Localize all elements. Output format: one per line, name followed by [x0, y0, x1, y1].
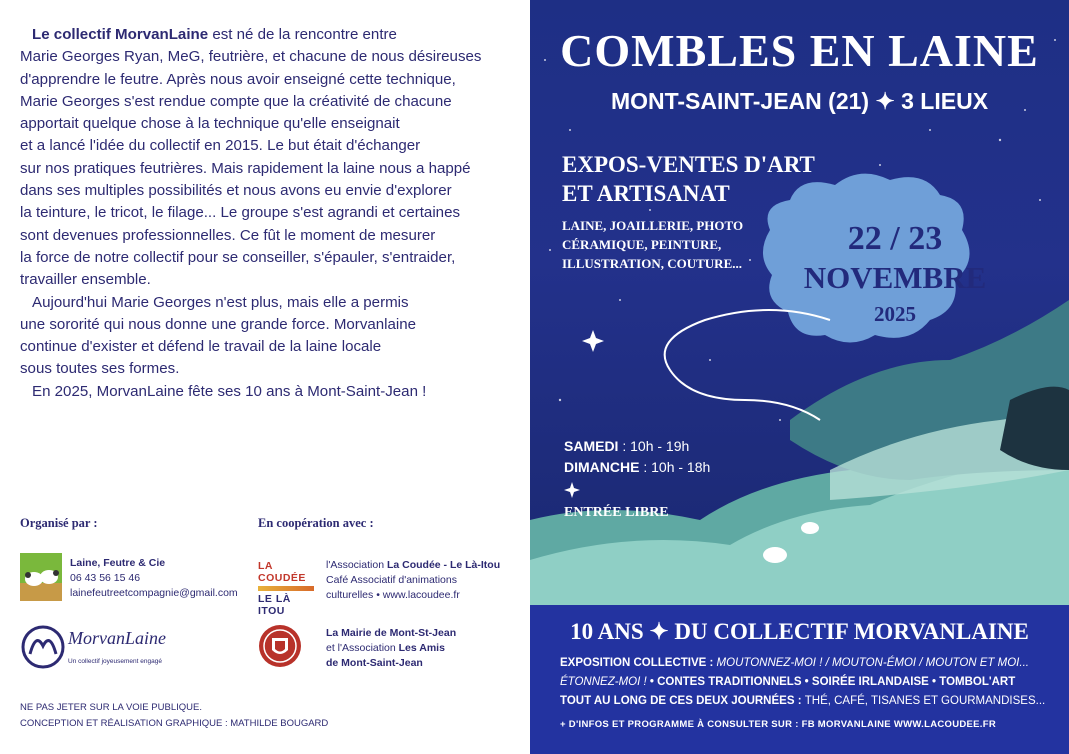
coop-assoc-line2: Café Associatif d'animations: [326, 574, 457, 586]
coop-assoc-name: La Coudée - Le Là-Itou: [386, 559, 501, 571]
expo-line2: ET ARTISANAT: [562, 181, 730, 206]
organise-heading: Organisé par :: [20, 516, 98, 530]
sparkle-icon: [582, 330, 604, 352]
band-line1-rest: MOUTONNEZ-MOI ! / MOUTON-ÉMOI / MOUTON ET MOI...: [716, 657, 1029, 669]
expo-kinds: [562, 216, 743, 273]
footer: [20, 700, 328, 732]
story-line: travailler ensemble.: [20, 271, 151, 289]
story-text: [20, 24, 520, 403]
entree-libre: ENTRÉE LIBRE: [564, 505, 669, 520]
dimanche-hours: : 10h - 18h: [639, 459, 711, 475]
story-line: sous toutes ses formes.: [20, 360, 180, 378]
story-line: Marie Georges Ryan, MeG, feutrière, et chacune de nous désireuses: [20, 48, 482, 66]
organise-info: [70, 556, 238, 601]
poster-title: COMBLES EN LAINE: [560, 25, 1039, 76]
coop-heading: En coopération avec :: [258, 516, 374, 530]
band-line3: [560, 695, 1045, 707]
coop-assoc-line3: culturelles • www.lacoudee.fr: [326, 589, 460, 601]
laine-feutre-logo: [20, 553, 62, 601]
morvanlaine-logo-sub: Un collectif joyeusement engagé: [68, 658, 162, 665]
sheep-icon: [801, 522, 819, 534]
story-lead-bold: Le collectif MorvanLaine: [32, 26, 209, 43]
band-line1: [560, 657, 1029, 669]
poster-subtitle: MONT-SAINT-JEAN (21) ✦ 3 LIEUX: [610, 88, 989, 114]
story-line: continue d'exister et défend le travail de la laine locale: [20, 338, 382, 356]
mairie-line2-prefix: et l'Association: [326, 642, 399, 654]
story-line: Aujourd'hui Marie Georges n'est plus, mais elle a permis: [32, 293, 409, 311]
left-page: [0, 0, 530, 754]
mairie-info: [326, 626, 456, 671]
footer-line2: CONCEPTION ET RÉALISATION GRAPHIQUE : MATHILDE BOUGARD: [20, 718, 329, 729]
story-line: la force de notre collectif pour se conseiller, s'épauler, s'entraider,: [20, 248, 456, 266]
morvanlaine-logo-text: MorvanLaine: [68, 628, 166, 648]
organise-email: lainefeutreetcompagnie@gmail.com: [70, 587, 238, 599]
mairie-seal-logo: [258, 624, 302, 668]
story-line: la teinture, le tricot, le filage... Le groupe s'est agrandi et certaines: [20, 204, 461, 222]
sheep-icon: [763, 547, 787, 563]
band-headline: 10 ANS ✦ DU COLLECTIF MORVANLAINE: [570, 619, 1029, 644]
dimanche-label: DIMANCHE: [564, 459, 640, 475]
poster-page: [530, 0, 1069, 754]
band-line2-italic: ÉTONNEZ-MOI !: [560, 676, 650, 688]
band-line2-rest: • CONTES TRADITIONNELS • SOIRÉE IRLANDAISE • TOMBOL'ART: [649, 676, 1016, 688]
footer-line1: NE PAS JETER SUR LA VOIE PUBLIQUE.: [20, 702, 202, 713]
kinds-line3: ILLUSTRATION, COUTURE...: [562, 256, 742, 271]
band-line3-bold: TOUT AU LONG DE CES DEUX JOURNÉES :: [560, 695, 805, 707]
band-line3-rest: THÉ, CAFÉ, TISANES ET GOURMANDISES...: [804, 695, 1046, 707]
story-line: d'apprendre le feutre. Après nous avoir enseigné cette technique,: [20, 70, 456, 88]
morvanlaine-logo-mark: [20, 624, 66, 670]
poster-year: 2025: [874, 302, 916, 326]
samedi-hours: : 10h - 19h: [618, 438, 690, 454]
story-line: sont devenues professionnelles. Ce fût le moment de mesurer: [20, 226, 436, 244]
la-coudee-logo-stripe: [258, 586, 314, 591]
organise-name: Laine, Feutre & Cie: [70, 557, 166, 569]
story-line: En 2025, MorvanLaine fête ses 10 ans à Mont-Saint-Jean !: [32, 382, 427, 400]
story-line: dans ses multiples possibilités et nous avons eu envie d'explorer: [20, 182, 452, 200]
samedi-label: SAMEDI: [564, 438, 619, 454]
band-line1-bold: EXPOSITION COLLECTIVE :: [560, 657, 717, 669]
story-line: une sororité qui nous donne une grande force. Morvanlaine: [20, 315, 417, 333]
kinds-line2: CÉRAMIQUE, PEINTURE,: [562, 237, 722, 252]
band-line4: + D'INFOS ET PROGRAMME À CONSULTER SUR : FB MORVANLAINE WWW.LACOUDEE.FR: [560, 719, 997, 730]
la-coudee-logo: [258, 560, 314, 617]
la-coudee-logo-line1: LA COUDÉE: [258, 560, 306, 584]
expo-heading: [562, 150, 815, 208]
poster-dates: 22 / 23: [847, 220, 943, 257]
sparkle-icon: [564, 482, 580, 498]
story-line: Marie Georges s'est rendue compte que la créativité de chacune: [20, 92, 452, 110]
story-line: et a lancé l'idée du collectif en 2015. Le but était d'échanger: [20, 137, 421, 155]
mairie-line2-bold: Les Amis: [398, 642, 445, 654]
story-line: apportait quelque chose à la technique qu'elle enseignait: [20, 115, 400, 133]
mairie-line1: La Mairie de Mont-St-Jean: [326, 627, 457, 639]
mairie-line3: de Mont-Saint-Jean: [326, 657, 423, 669]
poster-month: NOVEMBRE: [803, 260, 987, 295]
story-lead-rest: est né de la rencontre entre: [208, 26, 397, 43]
la-coudee-logo-line2: LE LÀ ITOU: [258, 593, 291, 617]
opening-hours: [564, 436, 710, 478]
coop-assoc-prefix: l'Association: [326, 559, 387, 571]
expo-line1: EXPOS-VENTES D'ART: [562, 152, 815, 177]
coop-assoc-info: [326, 558, 500, 603]
band-line2: [560, 676, 1015, 688]
story-lead: [20, 24, 520, 46]
story-line: sur nos pratiques feutrières. Mais rapidement la laine nous a happé: [20, 159, 471, 177]
bottom-band: [530, 605, 1069, 754]
kinds-line1: LAINE, JOAILLERIE, PHOTO: [562, 218, 744, 233]
organise-phone: 06 43 56 15 46: [70, 572, 141, 584]
